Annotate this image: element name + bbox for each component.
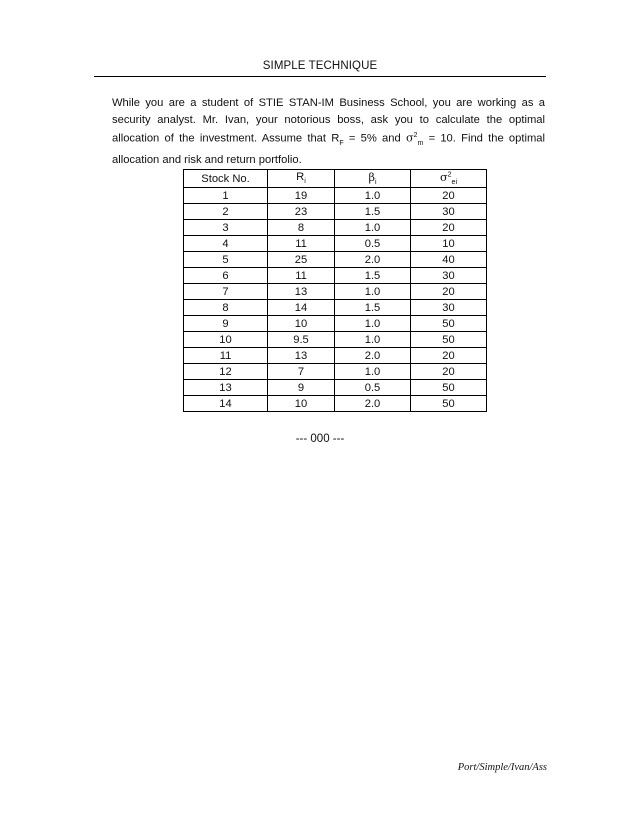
sigma-superscript: 2 [413, 132, 418, 139]
cell-residual-variance: 30 [411, 268, 487, 284]
cell-stock-no: 1 [184, 188, 268, 204]
cell-return: 14 [268, 300, 335, 316]
page-title: SIMPLE TECHNIQUE [262, 60, 378, 72]
cell-beta: 2.0 [335, 396, 411, 412]
table-row [184, 236, 487, 252]
cell-beta: 1.0 [335, 220, 411, 236]
cell-residual-variance: 20 [411, 348, 487, 364]
cell-beta: 0.5 [335, 380, 411, 396]
cell-return: 10 [268, 316, 335, 332]
cell-residual-variance: 20 [411, 220, 487, 236]
paragraph-text-1: While you are a student of STIE STAN-IM Business School, you are working as a security analyst. Mr. Ivan, your notorious boss, ask you to calculate the optimal allocation of the investment. Assume that R [112, 97, 545, 145]
title-underline [94, 76, 546, 77]
table-body [184, 188, 487, 412]
header-beta: $\beta_i$ [335, 170, 411, 188]
cell-beta: 1.5 [335, 300, 411, 316]
cell-residual-variance: 50 [411, 316, 487, 332]
cell-beta: 1.0 [335, 316, 411, 332]
cell-stock-no: 11 [184, 348, 268, 364]
cell-beta: 1.0 [335, 284, 411, 300]
cell-stock-no: 7 [184, 284, 268, 300]
cell-stock-no: 9 [184, 316, 268, 332]
table-row [184, 364, 487, 380]
cell-return: 7 [268, 364, 335, 380]
sigma-symbol: σ [405, 131, 414, 145]
cell-residual-variance: 20 [411, 188, 487, 204]
footer-reference: Port/Simple/Ivan/Ass [457, 762, 547, 773]
cell-stock-no: 4 [184, 236, 268, 252]
cell-return: 13 [268, 284, 335, 300]
header-return: $R_i$ [268, 170, 335, 188]
cell-residual-variance: 20 [411, 284, 487, 300]
cell-stock-no: 3 [184, 220, 268, 236]
cell-stock-no: 5 [184, 252, 268, 268]
table-header-row [184, 170, 487, 188]
cell-return: 23 [268, 204, 335, 220]
table-row [184, 348, 487, 364]
cell-beta: 2.0 [335, 348, 411, 364]
problem-paragraph [112, 95, 545, 169]
paragraph-text-3: = 10. Find the optimal allocation and risk and return portfolio. [112, 132, 545, 167]
cell-beta: 1.5 [335, 268, 411, 284]
table-row [184, 188, 487, 204]
cell-stock-no: 12 [184, 364, 268, 380]
table-row [184, 284, 487, 300]
cell-beta: 1.5 [335, 204, 411, 220]
table-row [184, 300, 487, 316]
stock-data-table [183, 169, 487, 412]
cell-return: 8 [268, 220, 335, 236]
cell-return: 13 [268, 348, 335, 364]
table-row [184, 332, 487, 348]
table-row [184, 268, 487, 284]
cell-residual-variance: 40 [411, 252, 487, 268]
cell-residual-variance: 10 [411, 236, 487, 252]
table-row [184, 252, 487, 268]
sigma-m-subscript: m [417, 139, 424, 147]
cell-return: 11 [268, 268, 335, 284]
paragraph-text-2: = 5% and [343, 132, 406, 145]
table-row [184, 396, 487, 412]
header-stock-no: Stock No. [184, 170, 268, 188]
table-row [184, 316, 487, 332]
cell-stock-no: 2 [184, 204, 268, 220]
cell-return: 9 [268, 380, 335, 396]
cell-residual-variance: 50 [411, 332, 487, 348]
cell-return: 9.5 [268, 332, 335, 348]
header-residual-variance: $\sigma^2_{ei}$ [411, 170, 487, 188]
rf-subscript: F [339, 139, 344, 147]
cell-beta: 2.0 [335, 252, 411, 268]
cell-stock-no: 13 [184, 380, 268, 396]
cell-residual-variance: 50 [411, 396, 487, 412]
cell-beta: 0.5 [335, 236, 411, 252]
cell-beta: 1.0 [335, 364, 411, 380]
cell-stock-no: 8 [184, 300, 268, 316]
cell-stock-no: 6 [184, 268, 268, 284]
table-row [184, 220, 487, 236]
cell-stock-no: 10 [184, 332, 268, 348]
cell-residual-variance: 30 [411, 300, 487, 316]
cell-residual-variance: 50 [411, 380, 487, 396]
end-mark: --- 000 --- [295, 433, 345, 445]
cell-return: 19 [268, 188, 335, 204]
cell-return: 10 [268, 396, 335, 412]
cell-stock-no: 14 [184, 396, 268, 412]
table-row [184, 380, 487, 396]
cell-residual-variance: 30 [411, 204, 487, 220]
cell-beta: 1.0 [335, 332, 411, 348]
cell-return: 25 [268, 252, 335, 268]
cell-residual-variance: 20 [411, 364, 487, 380]
cell-return: 11 [268, 236, 335, 252]
table-row [184, 204, 487, 220]
cell-beta: 1.0 [335, 188, 411, 204]
